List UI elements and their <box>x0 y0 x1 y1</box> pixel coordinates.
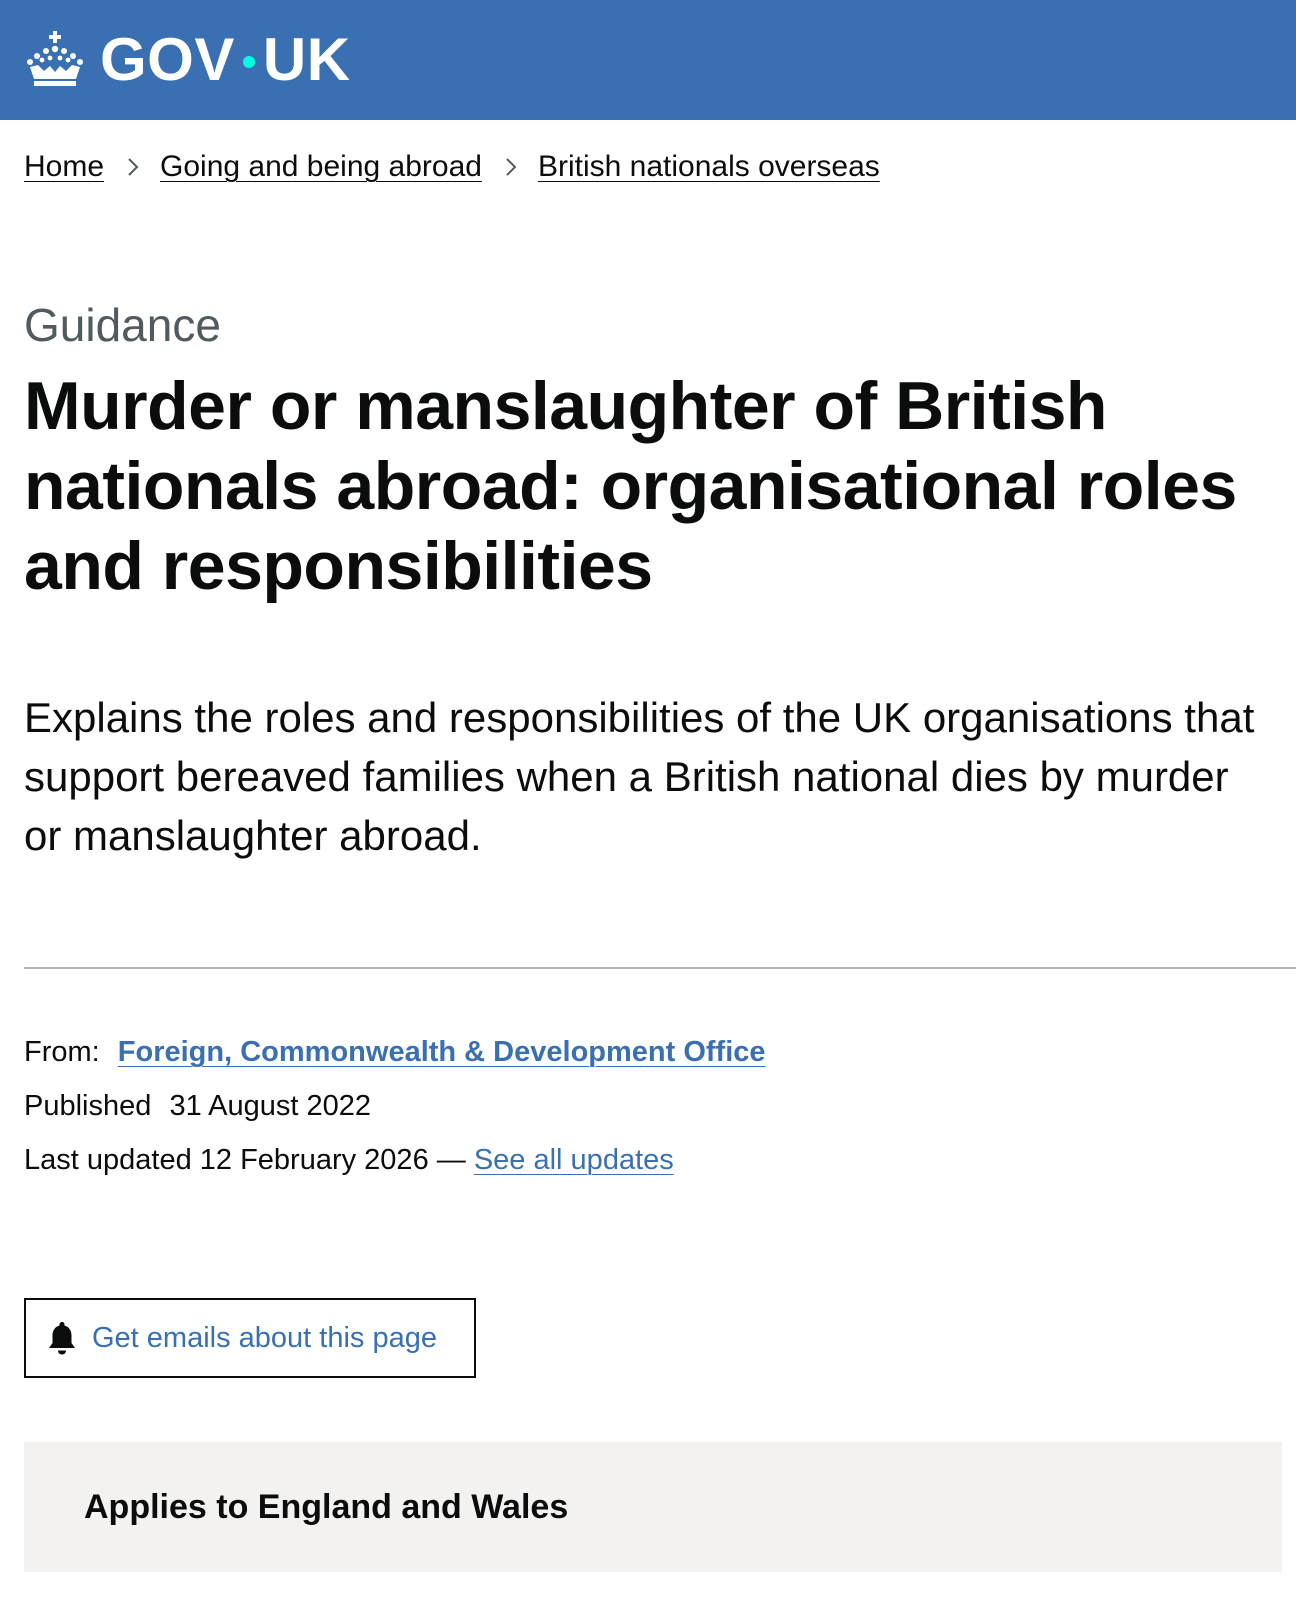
get-emails-button[interactable] <box>24 1298 476 1378</box>
chevron-right-icon <box>504 156 518 178</box>
logo-text-uk: UK <box>262 26 351 93</box>
metadata-from <box>24 1036 766 1069</box>
from-label: From: <box>24 1036 100 1068</box>
updated-date: 12 February 2026 <box>199 1144 429 1176</box>
updated-separator: — <box>436 1144 466 1176</box>
page-lead: Explains the roles and responsibilities of the UK organisations that support bereaved families when a British national dies by murder or manslaughter abroad. <box>24 694 1255 859</box>
breadcrumb-going-abroad[interactable]: Going and being abroad <box>160 150 482 183</box>
section-divider <box>24 967 1296 969</box>
page-title: Murder or manslaughter of British nationals abroad: organisational roles and responsibilities <box>24 368 1237 604</box>
organisation-link[interactable]: Foreign, Commonwealth & Development Office <box>117 1036 766 1068</box>
logo-dot <box>243 56 255 68</box>
applies-to-box <box>24 1442 1282 1572</box>
metadata-published <box>24 1090 371 1123</box>
breadcrumb <box>24 150 880 184</box>
logo-wordmark <box>100 26 351 93</box>
page-caption: Guidance <box>24 299 221 351</box>
updated-label: Last updated <box>24 1144 192 1176</box>
published-date: 31 August 2022 <box>169 1090 372 1122</box>
breadcrumb-british-nationals-overseas[interactable]: British nationals overseas <box>537 150 880 183</box>
see-all-updates-link[interactable]: See all updates <box>473 1144 674 1176</box>
breadcrumb-home[interactable]: Home <box>24 150 105 183</box>
govuk-logo-link[interactable] <box>24 26 351 93</box>
bell-icon <box>48 1320 76 1356</box>
crown-icon <box>24 29 86 91</box>
applies-to-text: Applies to England and Wales <box>84 1487 569 1526</box>
metadata-updated <box>24 1144 674 1177</box>
get-emails-label: Get emails about this page <box>92 1321 437 1354</box>
published-label: Published <box>24 1090 152 1122</box>
chevron-right-icon <box>126 156 140 178</box>
site-header <box>0 0 1296 120</box>
logo-text-gov: GOV <box>100 26 235 93</box>
